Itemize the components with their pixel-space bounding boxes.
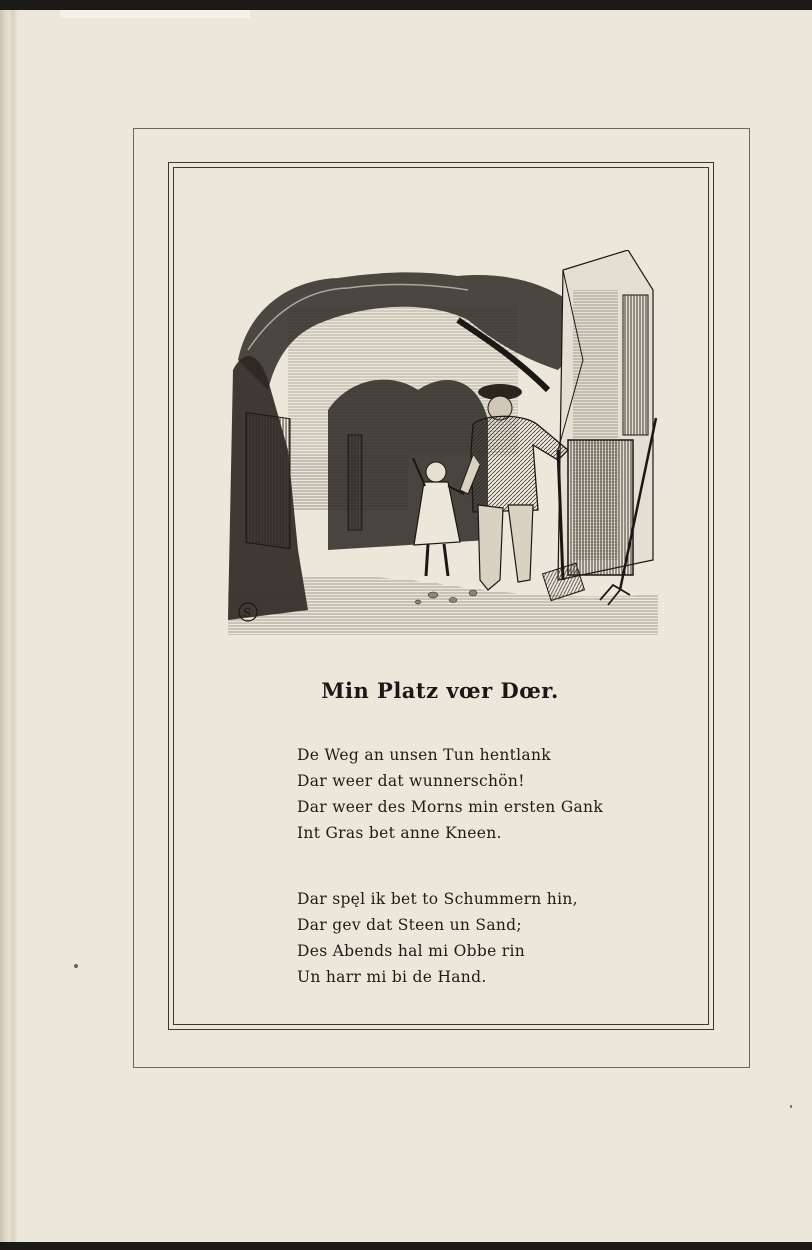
page-speck xyxy=(790,1105,792,1108)
wooden-post xyxy=(348,435,362,530)
verse-line: Int Gras bet anne Kneen. xyxy=(297,824,502,842)
verse-line: Dar gev dat Steen un Sand; xyxy=(297,916,522,934)
verse-line: Dar weer dat wunnerschön! xyxy=(297,772,525,790)
left-fence-gate xyxy=(246,413,290,549)
verse-line: Des Abends hal mi Obbe rin xyxy=(297,942,526,960)
engraving-illustration xyxy=(228,250,658,635)
page-edge xyxy=(0,10,18,1242)
stanza-2 xyxy=(297,886,697,990)
poem-title: Min Platz vœr Dœr. xyxy=(321,678,559,703)
half-door xyxy=(568,440,633,575)
verse-line: De Weg an unsen Tun hentlank xyxy=(297,746,551,764)
page-speck xyxy=(74,964,78,968)
stanza-1 xyxy=(297,742,697,846)
monogram: S xyxy=(243,606,252,620)
page-top-strip xyxy=(60,10,250,18)
verse-line: Dar weer des Morns min ersten Gank xyxy=(297,798,604,816)
cottage-window xyxy=(623,295,648,435)
garden-path xyxy=(228,576,658,635)
verse-line: Dar spęl ik bet to Schummern hin, xyxy=(297,890,578,908)
verse-line: Un harr mi bi de Hand. xyxy=(297,968,487,986)
